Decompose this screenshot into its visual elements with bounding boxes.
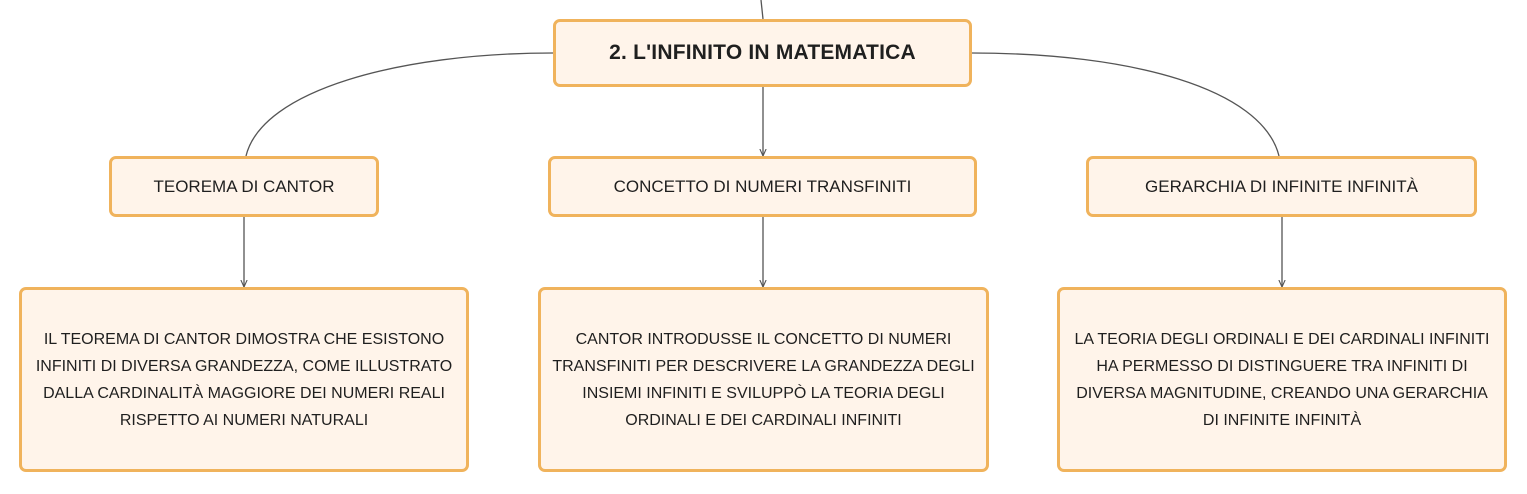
topic-node-teorema-di-cantor[interactable] xyxy=(109,156,379,217)
detail-node-text: LA TEORIA DEGLI ORDINALI E DEI CARDINALI INFINITI HA PERMESSO DI DISTINGUERE TRA INFINITI DI DIVERSA MAGNITUDINE, CREANDO UNA GERARCHIA DI INFINITE INFINITÀ xyxy=(1074,330,1490,429)
topic-node-gerarchia-infinita[interactable] xyxy=(1086,156,1477,217)
topic-node-label: TEOREMA DI CANTOR xyxy=(153,176,335,196)
topic-node-label: CONCETTO DI NUMERI TRANSFINITI xyxy=(613,176,912,196)
root-node-label: 2. L'INFINITO IN MATEMATICA xyxy=(609,41,916,64)
detail-node-gerarchia-infinita[interactable] xyxy=(1057,287,1507,472)
detail-node-teorema-di-cantor[interactable] xyxy=(19,287,469,472)
topic-node-label: GERARCHIA DI INFINITE INFINITÀ xyxy=(1145,176,1418,196)
root-to-topic-1-connector xyxy=(246,53,553,156)
detail-node-numeri-transfiniti[interactable] xyxy=(538,287,989,472)
root-node[interactable] xyxy=(553,19,972,87)
topic-node-numeri-transfiniti[interactable] xyxy=(548,156,977,217)
detail-node-text: IL TEOREMA DI CANTOR DIMOSTRA CHE ESISTONO INFINITI DI DIVERSA GRANDEZZA, COME ILLUSTRATO DALLA CARDINALITÀ MAGGIORE DEI NUMERI REALI RISPETTO AI NUMERI NATURALI xyxy=(35,330,453,429)
detail-node-text: CANTOR INTRODUSSE IL CONCETTO DI NUMERI TRANSFINITI PER DESCRIVERE LA GRANDEZZA DEGLI INSIEMI INFINITI E SVILUPPÒ LA TEORIA DEGLI ORDINALI E DEI CARDINALI INFINITI xyxy=(552,330,975,429)
root-to-topic-3-connector xyxy=(972,53,1279,156)
parent-connector xyxy=(761,0,763,19)
